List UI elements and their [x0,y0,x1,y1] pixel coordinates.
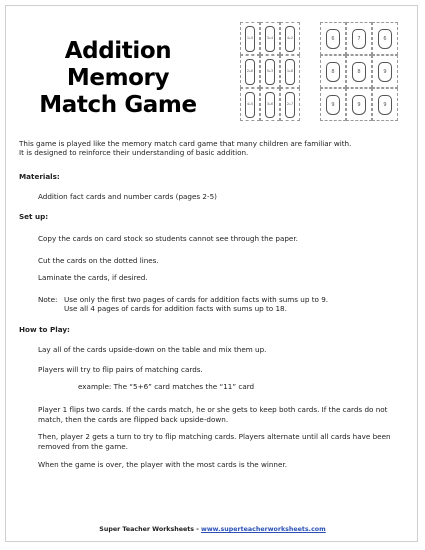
number-cards-thumbnail [320,22,398,121]
materials-item: Addition fact cards and number cards (pages 2-5) [38,192,217,201]
number-card-label: 8 [326,62,340,82]
fact-card [260,88,280,121]
fact-card-label: 3+4 [265,26,275,52]
fact-card [280,88,300,121]
fact-card-label: 2+7 [285,92,295,118]
number-card-label: 7 [352,29,366,49]
title-line-1: Addition Memory [64,38,172,91]
setup-step-1: Copy the cards on card stock so students cannot see through the paper. [38,234,298,243]
number-card [320,88,346,121]
number-card [372,22,398,55]
setup-step-2: Cut the cards on the dotted lines. [38,256,159,265]
number-card-label: 6 [378,29,392,49]
play-step-3: Player 1 flips two cards. If the cards match, he or she gets to keep both cards. If the cards do not match, then the cards are flipped back upside-down. [38,405,388,424]
number-card [320,22,346,55]
fact-card-label: 4+2 [285,26,295,52]
footer [0,526,425,533]
play-step-2: Players will try to flip pairs of matching cards. [38,365,203,374]
number-card-label: 9 [378,62,392,82]
fact-card [260,55,280,88]
fact-card [280,22,300,55]
play-step-1: Lay all of the cards upside-down on the table and mix them up. [38,345,267,354]
play-step-4: Then, player 2 gets a turn to try to flip matching cards. Players alternate until all cards have been removed from the game. [38,432,391,451]
fact-card-label: 4+5 [245,92,255,118]
fact-card [280,55,300,88]
play-step-5: When the game is over, the player with the most cards is the winner. [38,460,287,469]
footer-prefix: Super Teacher Worksheets - [99,526,202,533]
footer-link[interactable]: www.superteacherworksheets.com [201,526,326,533]
fact-card-label: 1+5 [245,26,255,52]
play-example: example: The “5+6” card matches the “11” card [78,382,255,391]
fact-card-label: 5+3 [265,59,275,85]
fact-cards-thumbnail [240,22,299,121]
number-card [372,88,398,121]
fact-card-label: 1+8 [285,59,295,85]
materials-heading: Materials: [19,172,60,181]
number-card [346,88,372,121]
fact-card-label: 3+6 [265,92,275,118]
number-card [346,22,372,55]
setup-heading: Set up: [19,212,49,221]
number-card-label: 9 [326,95,340,115]
note-label: Note: [38,295,58,304]
number-card [320,55,346,88]
fact-card [240,55,260,88]
note-line-2: Use all 4 pages of cards for addition facts with sums up to 18. [64,304,287,313]
number-card-label: 9 [378,95,392,115]
fact-card-label: 2+6 [245,59,255,85]
title-line-2: Match Game [39,92,197,118]
number-card-label: 6 [326,29,340,49]
number-card [372,55,398,88]
page-title [18,38,218,119]
how-to-play-heading: How to Play: [19,325,70,334]
fact-card [260,22,280,55]
number-card [346,55,372,88]
note-line-1: Use only the first two pages of cards for addition facts with sums up to 9. [64,295,329,304]
setup-step-3: Laminate the cards, if desired. [38,273,148,282]
intro-line-1: This game is played like the memory match card game that many children are familiar with. [19,139,352,148]
number-card-label: 9 [352,95,366,115]
intro-line-2: It is designed to reinforce their understanding of basic addition. [19,148,249,157]
fact-card [240,88,260,121]
number-card-label: 8 [352,62,366,82]
fact-card [240,22,260,55]
